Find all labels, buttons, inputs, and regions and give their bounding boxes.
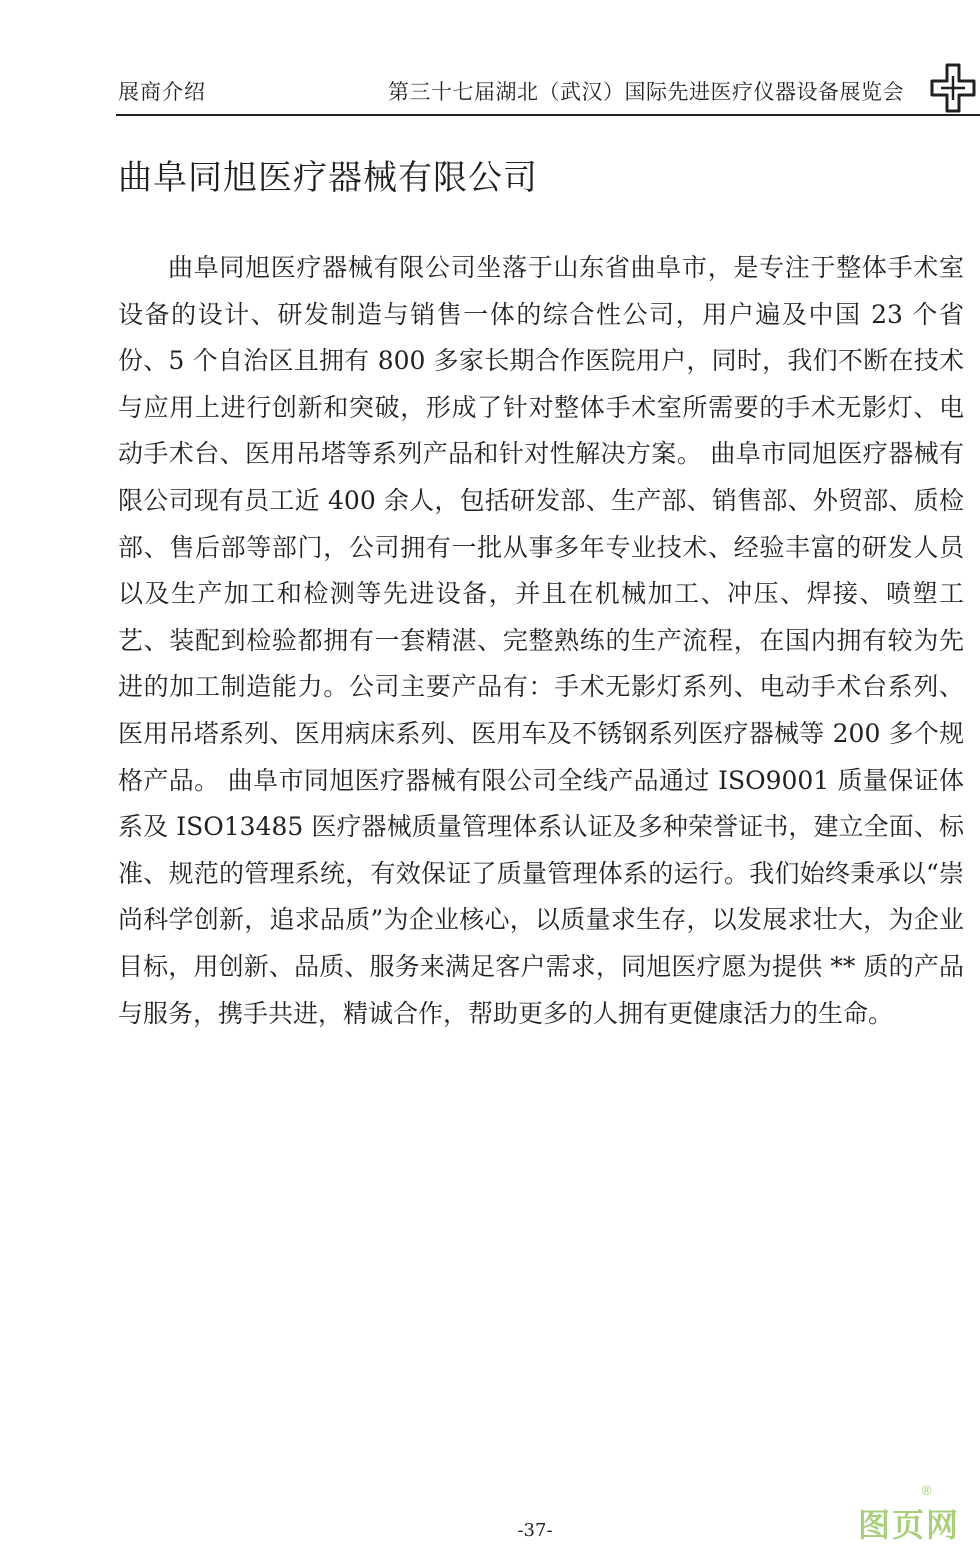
registered-mark: ® [920, 1484, 933, 1499]
company-description: 曲阜同旭医疗器械有限公司坐落于山东省曲阜市，是专注于整体手术室设备的设计、研发制造与销售一体的综合性公司，用户遍及中国 23 个省份、5 个自治区且拥有 800 多家长期合作医院用户，同时，我们不断在技术与应用上进行创新和突破，形成了针对整体手术室所需要的手术无影灯、电动手术台、医用吊塔等系列产品和针对性解决方案。 曲阜市同旭医疗器械有限公司现有员工近 400 余人，包括研发部、生产部、销售部、外贸部、质检部、售后部等部门，公司拥有一批从事多年专业技术、经验丰富的研发人员以及生产加工和检测等先进设备，并且在机械加工、冲压、焊接、喷塑工艺、装配到检验都拥有一套精湛、完整熟练的生产流程，在国内拥有较为先进的加工制造能力。公司主要产品有：手术无影灯系列、电动手术台系列、医用吊塔系列、医用病床系列、医用车及不锈钢系列医疗器械等 200 多个规格产品。 曲阜市同旭医疗器械有限公司全线产品通过 ISO9001 质量保证体系及 ISO13485 医疗器械质量管理体系认证及多种荣誉证书，建立全面、标准、规范的管理系统，有效保证了质量管理体系的运行。我们始终秉承以“崇尚科学创新，追求品质”为企业核心，以质量求生存，以发展求壮大，为企业目标，用创新、品质、服务来满足客户需求，同旭医疗愿为提供 ** 质的产品与服务，携手共进，精诚合作，帮助更多的人拥有更健康活力的生命。 [118, 253, 964, 1028]
page-title: 曲阜同旭医疗器械有限公司 [118, 158, 538, 198]
header-rule [116, 114, 980, 116]
page-number: -37- [517, 1520, 553, 1541]
cross-emblem-icon [929, 62, 977, 114]
header-exhibition-title: 第三十七届湖北（武汉）国际先进医疗仪器设备展览会 [388, 80, 904, 104]
header-section-label: 展商介绍 [118, 80, 206, 104]
site-watermark: 图页网 [858, 1506, 961, 1544]
